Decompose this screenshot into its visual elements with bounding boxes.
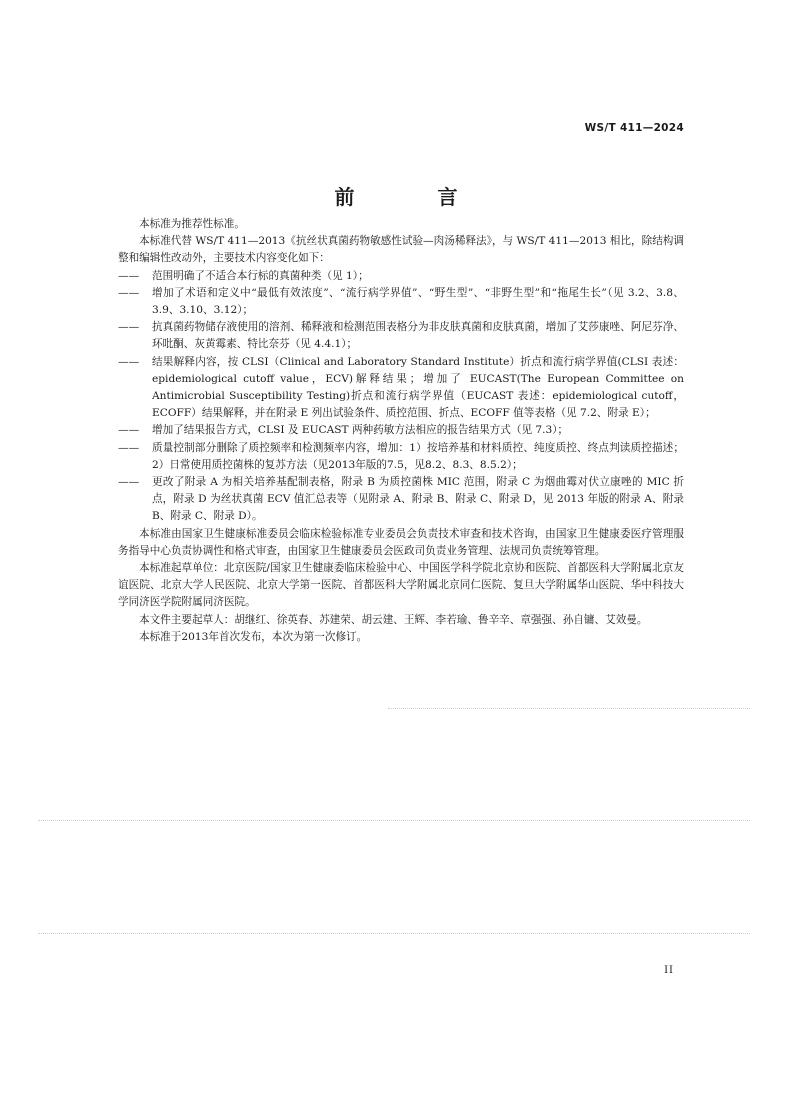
dash-marker: —— (118, 355, 140, 368)
list-item-text: 质量控制部分删除了质控频率和检测频率内容，增加：1）按培养基和材料质控、纯度质控、终点判读质控描述；2）日常使用质控菌株的复苏方法（见2013年版的7.5，见8.2、8.3、8.5.2）； (152, 441, 684, 471)
list-item (118, 474, 684, 526)
list-item (118, 319, 684, 353)
list-item (118, 285, 684, 319)
list-item-text: 增加了结果报告方式，CLSI 及 EUCAST 两种药敏方法相应的报告结果方式（见 7.3）； (152, 424, 569, 437)
change-list (118, 268, 684, 526)
list-item-text: 更改了附录 A 为相关培养基配制表格，附录 B 为质控菌株 MIC 范围，附录 C 为烟曲霉对伏立康唑的 MIC 折点，附录 D 为丝状真菌 ECV 值汇总表等（见附录 A、附录 B、附录 C、附录 D，见 2013 年版的附录 A、附录 B、附录 C、附录 D）。 (152, 476, 684, 523)
document-id: WS/T 411—2024 (584, 122, 684, 134)
dotted-separator (388, 708, 750, 709)
list-item-text: 结果解释内容，按 CLSI（Clinical and Laboratory Standard Institute）折点和流行病学界值(CLSI 表述：epidemiological cutoff value，ECV)解释结果；增加了 EUCAST(The European Committee on Antimicrobial Susceptibility Testing)折点和流行病学界值（EUCAST 表述：epidemiological cutoff，ECOFF）结果解释，并在附录 E 列出试验条件、质控范围、折点、ECOFF 值等表格（见 7.2、附录 E）； (152, 355, 684, 420)
list-item-text: 增加了术语和定义中“最低有效浓度”、“流行病学界值”、“野生型”、“非野生型”和“拖尾生长”（见 3.2、3.8、3.9、3.10、3.12）； (152, 286, 684, 317)
dotted-separator (38, 820, 750, 821)
dash-marker: —— (118, 286, 140, 299)
list-item-text: 范围明确了不适合本行标的真菌种类（见 1）； (152, 269, 369, 282)
paragraph: 本标准由国家卫生健康标准委员会临床检验标准专业委员会负责技术审查和技术咨询，由国家卫生健康委医疗管理服务指导中心负责协调性和格式审查，由国家卫生健康委员会医政司负责业务管理、法规司负责统筹管理。 (118, 527, 684, 557)
page-number: II (664, 965, 674, 976)
list-item (118, 354, 684, 423)
document-body (118, 216, 684, 646)
page-title: 前 言 (334, 185, 496, 209)
paragraph: 本文件主要起草人：胡继红、徐英春、苏建荣、胡云建、王辉、李若瑜、鲁辛辛、章强强、孙自镛、艾效曼。 (139, 613, 648, 626)
paragraph: 本标准于2013年首次发布，本次为第一次修订。 (139, 630, 368, 643)
dash-marker: —— (118, 321, 140, 334)
list-item (118, 422, 684, 439)
paragraph: 本标准起草单位：北京医院/国家卫生健康委临床检验中心、中国医学科学院北京协和医院、首都医科大学附属北京友谊医院、北京大学人民医院、北京大学第一医院、首都医科大学附属北京同仁医院、复旦大学附属华山医院、华中科技大学同济医学院附属同济医院。 (118, 562, 684, 609)
dash-marker: —— (118, 269, 140, 282)
dash-marker: —— (118, 424, 140, 437)
dotted-separator (38, 933, 750, 934)
list-item (118, 440, 684, 474)
paragraph: 本标准代替 WS/T 411—2013《抗丝状真菌药物敏感性试验—肉汤稀释法》，与 WS/T 411—2013 相比，除结构调整和编辑性改动外，主要技术内容变化如下： (118, 235, 684, 265)
paragraph: 本标准为推荐性标准。 (139, 218, 245, 230)
dash-marker: —— (118, 441, 140, 454)
list-item (118, 268, 684, 285)
list-item-text: 抗真菌药物储存液使用的溶剂、稀释液和检测范围表格分为非皮肤真菌和皮肤真菌，增加了艾莎康唑、阿尼芬净、环吡酮、灰黄霉素、特比奈芬（见 4.4.1）； (152, 321, 684, 351)
dash-marker: —— (118, 476, 140, 489)
